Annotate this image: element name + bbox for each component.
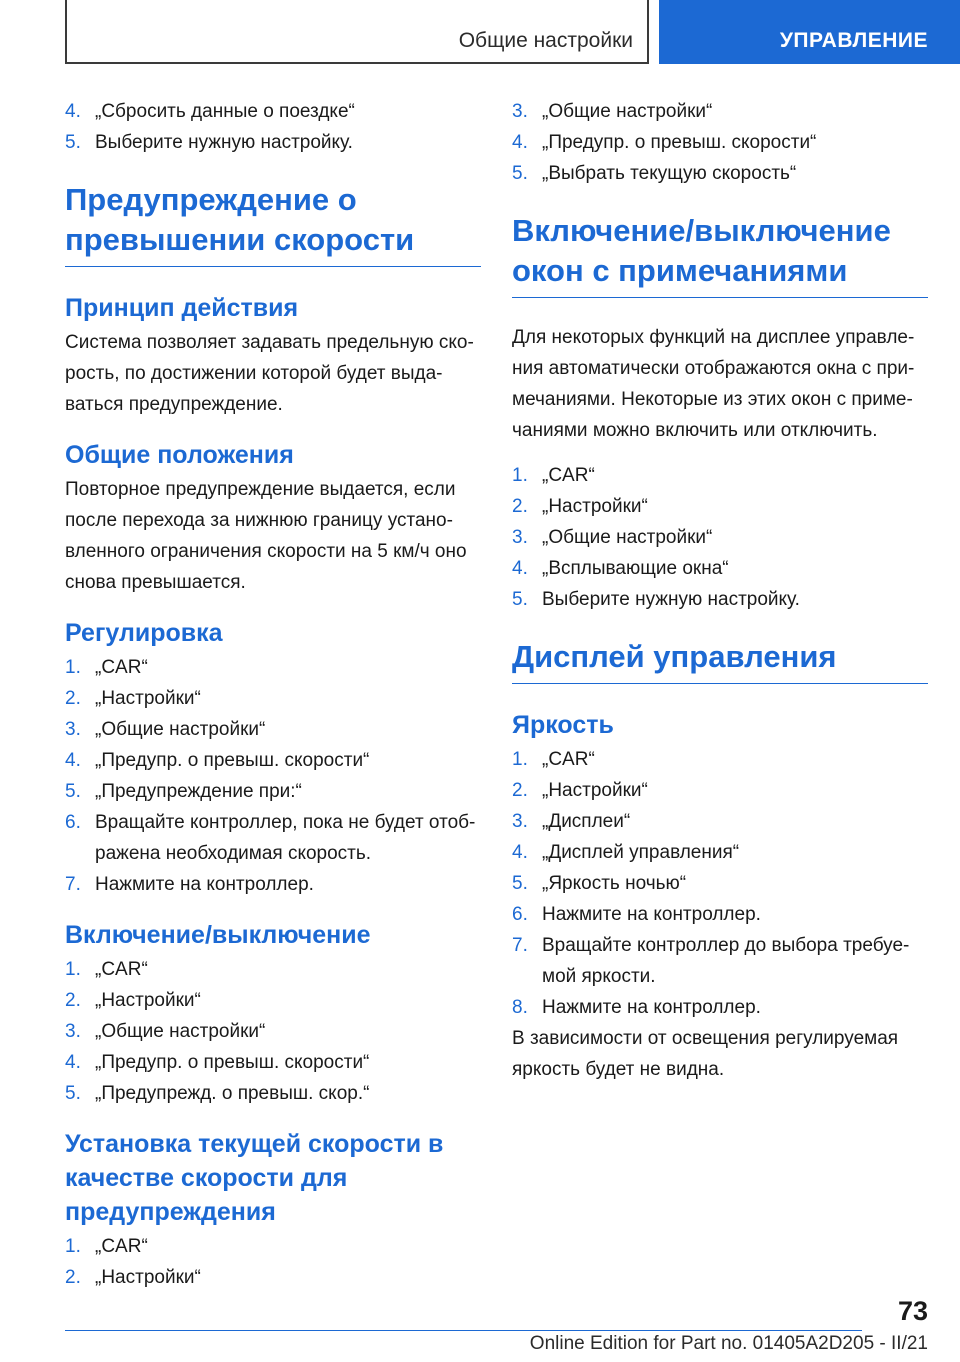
- list-item: [65, 127, 481, 158]
- list-item: [512, 899, 928, 930]
- list-number: 6.: [65, 812, 81, 833]
- heading-brightness: Яркость: [512, 711, 614, 739]
- list-item: [512, 868, 928, 899]
- list-item: [65, 807, 481, 869]
- list-item: [65, 745, 481, 776]
- list-text: Вращайте контроллер до выбора требуе-мой яркости.: [542, 935, 910, 987]
- list-text: „CAR“: [542, 465, 595, 486]
- list-number: 5.: [512, 163, 528, 184]
- left-column: [65, 96, 481, 1293]
- list-text: „Общие настройки“: [542, 527, 713, 548]
- list-number: 7.: [65, 874, 81, 895]
- list-number: 5.: [512, 873, 528, 894]
- list-item: [512, 930, 928, 992]
- list-text: Нажмите на контроллер.: [95, 874, 314, 895]
- list-text: Вращайте контроллер, пока не будет отоб-ражена необходимая скорость.: [95, 812, 476, 864]
- list-item: [65, 954, 481, 985]
- list-text: „CAR“: [95, 1236, 148, 1257]
- list-text: „Настройки“: [542, 780, 648, 801]
- list-number: 5.: [65, 781, 81, 802]
- list-number: 3.: [512, 811, 528, 832]
- list-number: 3.: [512, 101, 528, 122]
- list-number: 7.: [512, 935, 528, 956]
- list-number: 4.: [512, 558, 528, 579]
- list-text: Выберите нужную настройку.: [95, 132, 353, 153]
- list-item: [512, 992, 928, 1023]
- list-number: 2.: [65, 688, 81, 709]
- list-number: 5.: [65, 1083, 81, 1104]
- list-number: 5.: [512, 589, 528, 610]
- list-item: [512, 775, 928, 806]
- list-number: 2.: [65, 990, 81, 1011]
- list-text: „Предупрежд. о превыш. скор.“: [95, 1083, 370, 1104]
- list-item: [65, 714, 481, 745]
- paragraph-principle: Система позволяет задавать предельную ско-рость, по достижении которой будет выда-ваться предупреждение.: [65, 332, 474, 415]
- list-number: 4.: [65, 101, 81, 122]
- list-text: Нажмите на контроллер.: [542, 997, 761, 1018]
- list-text: „Общие настройки“: [95, 719, 266, 740]
- list-number: 1.: [512, 465, 528, 486]
- list-item: [65, 1231, 481, 1262]
- heading-onoff: Включение/выключение: [65, 921, 371, 949]
- list-item: [512, 806, 928, 837]
- header-chapter-title: УПРАВЛЕНИЕ: [779, 29, 928, 52]
- header-chapter-tab: [659, 0, 960, 64]
- list-text: „CAR“: [95, 657, 148, 678]
- heading-principle: Принцип действия: [65, 294, 299, 322]
- list-number: 3.: [512, 527, 528, 548]
- list-text: Нажмите на контроллер.: [542, 904, 761, 925]
- list-item: [512, 553, 928, 584]
- header-section-box: [65, 0, 649, 64]
- list-text: „Настройки“: [542, 496, 648, 517]
- list-item: [512, 522, 928, 553]
- list-text: „Дисплей управления“: [542, 842, 740, 863]
- paragraph-brightness-note: В зависимости от освещения регулируемая яркость будет не видна.: [512, 1028, 899, 1080]
- list-number: 4.: [65, 750, 81, 771]
- list-number: 6.: [512, 904, 528, 925]
- list-text: „Общие настройки“: [95, 1021, 266, 1042]
- list-item: [512, 491, 928, 522]
- list-number: 2.: [512, 780, 528, 801]
- list-text: „Всплывающие окна“: [542, 558, 729, 579]
- list-number: 8.: [512, 997, 528, 1018]
- list-text: „Предупр. о превыш. скорости“: [95, 1052, 370, 1073]
- list-number: 1.: [65, 959, 81, 980]
- list-text: „Предупр. о превыш. скорости“: [95, 750, 370, 771]
- list-item: [65, 869, 481, 900]
- list-number: 1.: [65, 1236, 81, 1257]
- heading-adjust: Регулировка: [65, 619, 223, 647]
- list-item: [512, 744, 928, 775]
- list-text: „Общие настройки“: [542, 101, 713, 122]
- header-section-title: Общие настройки: [458, 29, 633, 52]
- list-text: „Предупр. о превыш. скорости“: [542, 132, 817, 153]
- list-text: „Дисплеи“: [542, 811, 631, 832]
- list-item: [512, 127, 928, 158]
- list-number: 4.: [65, 1052, 81, 1073]
- paragraph-popups: Для некоторых функций на дисплее управле-ния автоматически отображаются окна с при-мечаниями. Некоторые из этих окон с приме-чаниями можно включить или отключить.: [512, 327, 915, 441]
- paragraph-general: Повторное предупреждение выдается, если после перехода за нижнюю границу устано-вленного ограничения скорости на 5 км/ч оно снова превышается.: [65, 479, 467, 593]
- list-text: „CAR“: [95, 959, 148, 980]
- list-text: „Предупреждение при:“: [95, 781, 302, 802]
- list-text: „Выбрать текущую скорость“: [542, 163, 797, 184]
- list-number: 4.: [512, 132, 528, 153]
- list-text: Выберите нужную настройку.: [542, 589, 800, 610]
- page-number: 73: [897, 1296, 928, 1326]
- section-title-display: Дисплей управления: [512, 637, 928, 684]
- list-number: 4.: [512, 842, 528, 863]
- heading-general: Общие положения: [65, 441, 294, 469]
- list-text: „Настройки“: [95, 1267, 201, 1288]
- list-text: „Яркость ночью“: [542, 873, 687, 894]
- list-item: [65, 683, 481, 714]
- list-text: „Настройки“: [95, 990, 201, 1011]
- list-item: [512, 837, 928, 868]
- list-number: 2.: [65, 1267, 81, 1288]
- list-item: [65, 776, 481, 807]
- list-number: 1.: [65, 657, 81, 678]
- list-number: 2.: [512, 496, 528, 517]
- list-item: [65, 1047, 481, 1078]
- list-text: „CAR“: [542, 749, 595, 770]
- section-title-speed-warning: Предупреждение о превышении скорости: [65, 180, 481, 267]
- list-item: [65, 652, 481, 683]
- list-text: „Сбросить данные о поездке“: [95, 101, 355, 122]
- list-item: [65, 1262, 481, 1293]
- edition-note: Online Edition for Part no. 01405A2D205 - II/21: [529, 1333, 928, 1354]
- list-item: [512, 584, 928, 615]
- list-number: 3.: [65, 719, 81, 740]
- list-item: [65, 1016, 481, 1047]
- list-item: [512, 96, 928, 127]
- footer-divider: [65, 1330, 862, 1331]
- list-text: „Настройки“: [95, 688, 201, 709]
- list-number: 5.: [65, 132, 81, 153]
- list-number: 3.: [65, 1021, 81, 1042]
- list-item: [512, 158, 928, 189]
- section-title-popups: Включение/выключение окон с примечаниями: [512, 211, 928, 298]
- list-item: [65, 96, 481, 127]
- list-number: 1.: [512, 749, 528, 770]
- list-item: [512, 460, 928, 491]
- list-item: [65, 985, 481, 1016]
- list-item: [65, 1078, 481, 1109]
- heading-current-speed: Установка текущей скорости в качестве скорости для предупреждения: [65, 1130, 444, 1226]
- right-column: [512, 96, 928, 1085]
